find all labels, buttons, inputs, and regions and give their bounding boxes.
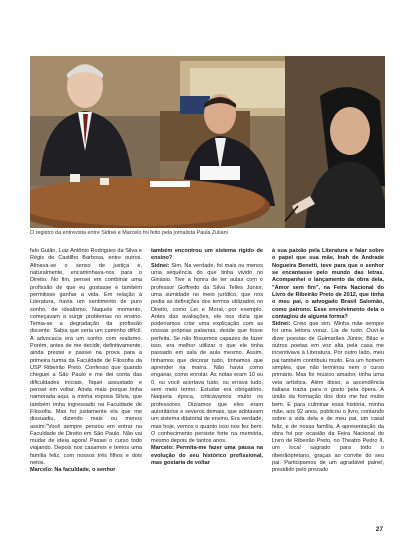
speaker-label: Sidnei:: [272, 321, 291, 328]
column-2-question: também encontrou um sistema rígido de ensino?: [151, 248, 263, 262]
interview-photo-illustration: [30, 56, 385, 228]
column-2-question-2: Marcelo: Permita-me fazer uma pausa na evolução do seu histórico profissional, mas gostaria de voltar: [151, 445, 263, 467]
column-3: [272, 248, 384, 528]
photo-caption: O registro da entrevista entre Sidnei e Marcelo foi feito pela jornalista Paula Zuliani: [30, 230, 228, 236]
article-body: [30, 248, 385, 528]
page-number: 27: [375, 526, 383, 533]
column-3-answer: [272, 321, 384, 475]
column-3-question: à sua paixão pela Literatura e falar sobre o papel que sua mãe, Inah de Andrade Nogueira Benetti, teve para que o senhor se encantasse pelo mundo das letras. Acompanhei o lançamento da obra dela, "Amor sem fim", na Feira Nacional do Livro de Ribeirão Preto de 2012, que tinha o meu pai, o advogado Brasil Salomão, como patrono. Esse envolvimento dela o contagiou de alguma forma?: [272, 248, 384, 320]
speaker-label: Sidnei:: [151, 262, 170, 269]
column-3-text: Creio que sim. Minha mãe sempre foi uma leitora voraz. Lia de tudo. Ouvi-la dizer poesias de Guimarães Júnior, Bilac e outros poetas em voz alta pela casa me incentivava à Literatura. Por outro lado, meu pai também contribuiu muito. Era um homem simples, que não terminou nem o curso primário. Mas foi músico amador, tinha uma veia artística. Além disso, a ascendência italiana trazia para o gosto pela ópera. A união da formação dos dois me fez muito bem. E para culminar essa história, minha mãe, aos 92 anos, publicou o livro, contando sobre a vida dela e de meu pai, um casal feliz, e de nossa família. A apresentação da obra foi por ocasião da Feira Nacional do Livro de Ribeirão Preto, no Theatro Pedro II, um local sagrado para todo o ribeirãopretano, graças ao convite do seu pai. Participamos de um agradável painel, presidido pelo prezado: [272, 321, 384, 474]
column-1: [30, 248, 142, 528]
column-1-question: Marcelo: Na faculdade, o senhor: [30, 467, 116, 474]
column-2-answer: [151, 263, 263, 446]
interview-photo: [30, 56, 385, 228]
column-2-text: Sim. Na verdade, foi mais ou menos uma sequência do que tinha vivido no Ginásio. Tive a honra de ter aulas com o professor Goffredo da Silva Telles Júnior, uma sumidade no meio jurídico, que nos pedia as definições dos termos utilizados no Direito, como Lei e Moral, por exemplo. Antes das avaliações, ele nos dizia que poderíamos criar uma explicação com as nossas próprias palavras, desde que fosse perfeita. Se não fôssemos capazes de fazer isso, era melhor utilizar o que ele tinha passado em sala de aula mesmo. Assim, tínhamos que decorar tudo, tínhamos que aprender na marra. Não havia como enganar, como enrolar. As notas eram 10 ou 0, ou você acertava tudo, ou errava tudo, sem meio termo. Estudar era obrigatório. Naquela época, criticávamos muito os professores. Dizíamos que eles eram autoritários e severos demais, que adotavam um sistema ditatorial de ensino. Era verdade, mas hoje, vemos o quanto isso nos fez bem. O conhecimento persiste forte na memória, mesmo depois de tantos anos.: [151, 262, 263, 445]
column-2: [151, 248, 263, 528]
column-1-text: falo Guião, Luiz Antônio Rodrigues da Silva e Régis de Castilho Barbosa, entre outros. Afinava-se o senso de justiça e, naturalmente, encaminhava-nos para o Direito. No fim, pensei em combinar uma profissão de que eu gostasse e também permitisse ganhar a vida. Em relação à Literatura, havia um sentimento de puro sonho, de idealismo. Naquele momento, começavam a surgir problemas no ensino. Temia-se a degradação da profissão docente. Sabia que seria um caminho difícil. A advocacia era um sonho com realismo. Porém, antes de me decidir, definitivamente, ainda prestei e passei na prova para a primeira turma da Faculdade de Filosofia da USP Ribeirão Preto. Confesso que quando cheguei a São Paulo e me dei conta das dificuldades iniciais, fiquei assustado e pensei em voltar. Ainda mais porque tinha namorada aqui, a minha esposa Sílvia, que também tinha ingressado na Faculdade de Filosofia. Mas foi justamente ela que me dissuadiu, dizendo mais ou menos assim:"Você sempre pensou em entrar na Faculdade de Direito em São Paulo. Não vai mudar de ideia agora! Passei o curso todo viajando. Depois nos casamos e temos uma família feliz, com nossos três filhos e dois netos.: [30, 248, 142, 467]
